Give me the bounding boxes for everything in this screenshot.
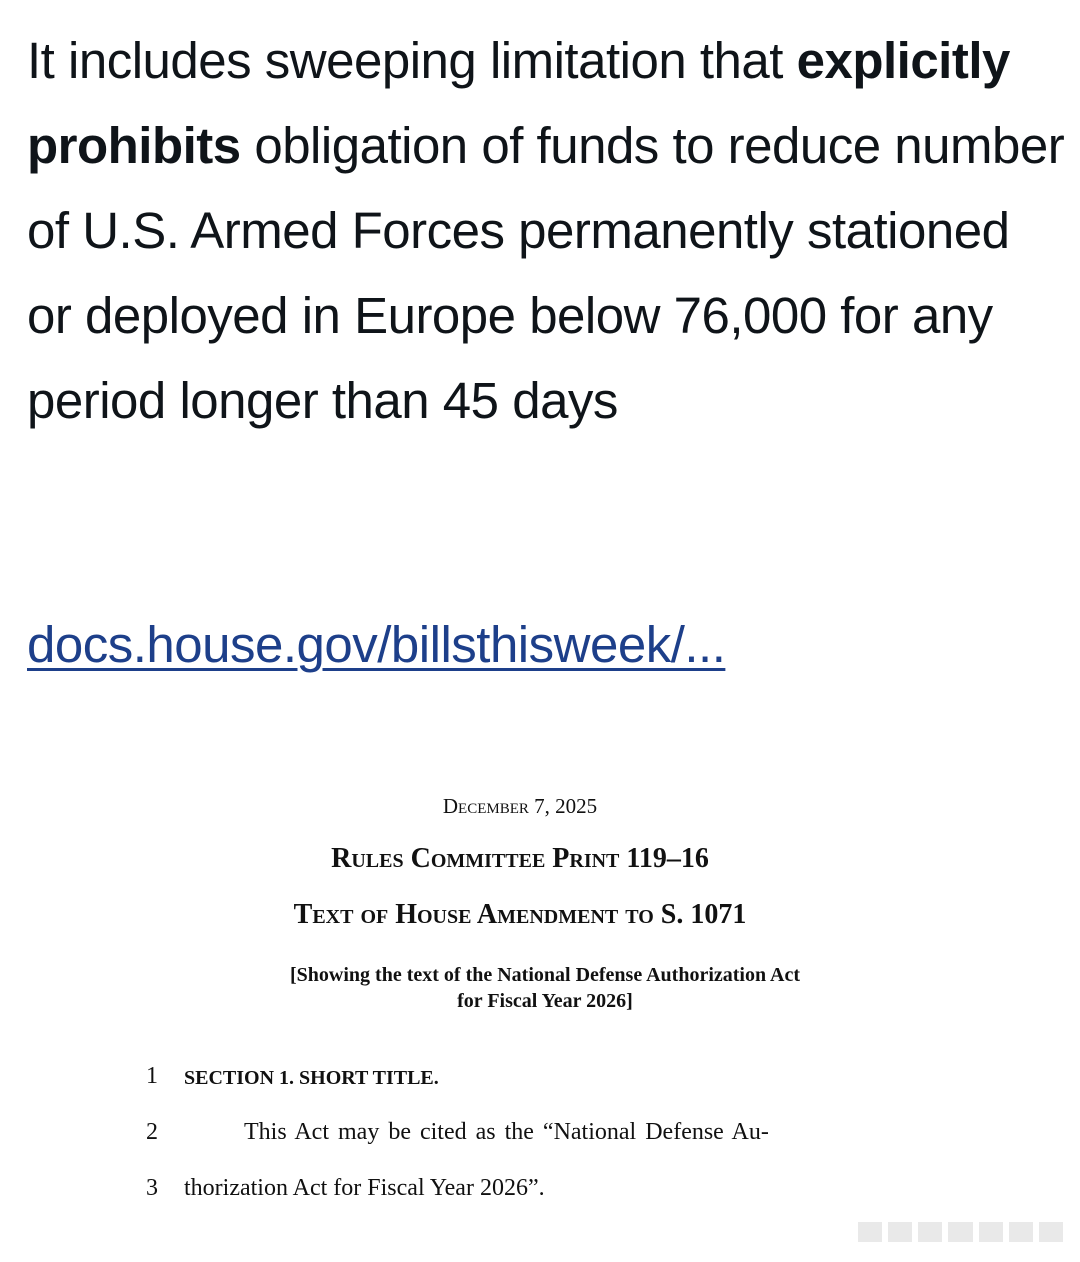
tweet-text-part: obligation of funds to reduce number of U.S. Armed Forces permanently stationed or deployed in Europe below 76,000 for any period longer than 45 days xyxy=(27,117,1065,429)
body-line: This Act may be cited as the “National Defense Au- xyxy=(244,1119,769,1145)
tweet-bold-text: explicitly prohibits xyxy=(27,32,1010,174)
document-date: December 7, 2025 xyxy=(442,794,598,818)
line-number: 1 xyxy=(146,1063,158,1089)
document-link[interactable]: docs.house.gov/billsthisweek/... xyxy=(27,616,726,673)
line-number: 3 xyxy=(146,1175,158,1201)
body-line: thorization Act for Fiscal Year 2026”. xyxy=(184,1175,545,1201)
document-subtitle: Text of House Amendment to S. 1071 xyxy=(293,899,747,930)
document-description xyxy=(0,962,1080,1014)
watermark xyxy=(858,1222,1063,1244)
description-line: for Fiscal Year 2026] xyxy=(457,990,633,1012)
tweet-text-part: It includes sweeping limitation that xyxy=(27,32,797,89)
section-heading: SECTION 1. SHORT TITLE. xyxy=(184,1067,439,1089)
tweet-text xyxy=(27,18,1067,443)
line-number: 2 xyxy=(146,1119,158,1145)
description-line: [Showing the text of the National Defense Authorization Act xyxy=(290,964,800,986)
document-title: Rules Committee Print 119–16 xyxy=(331,843,709,874)
